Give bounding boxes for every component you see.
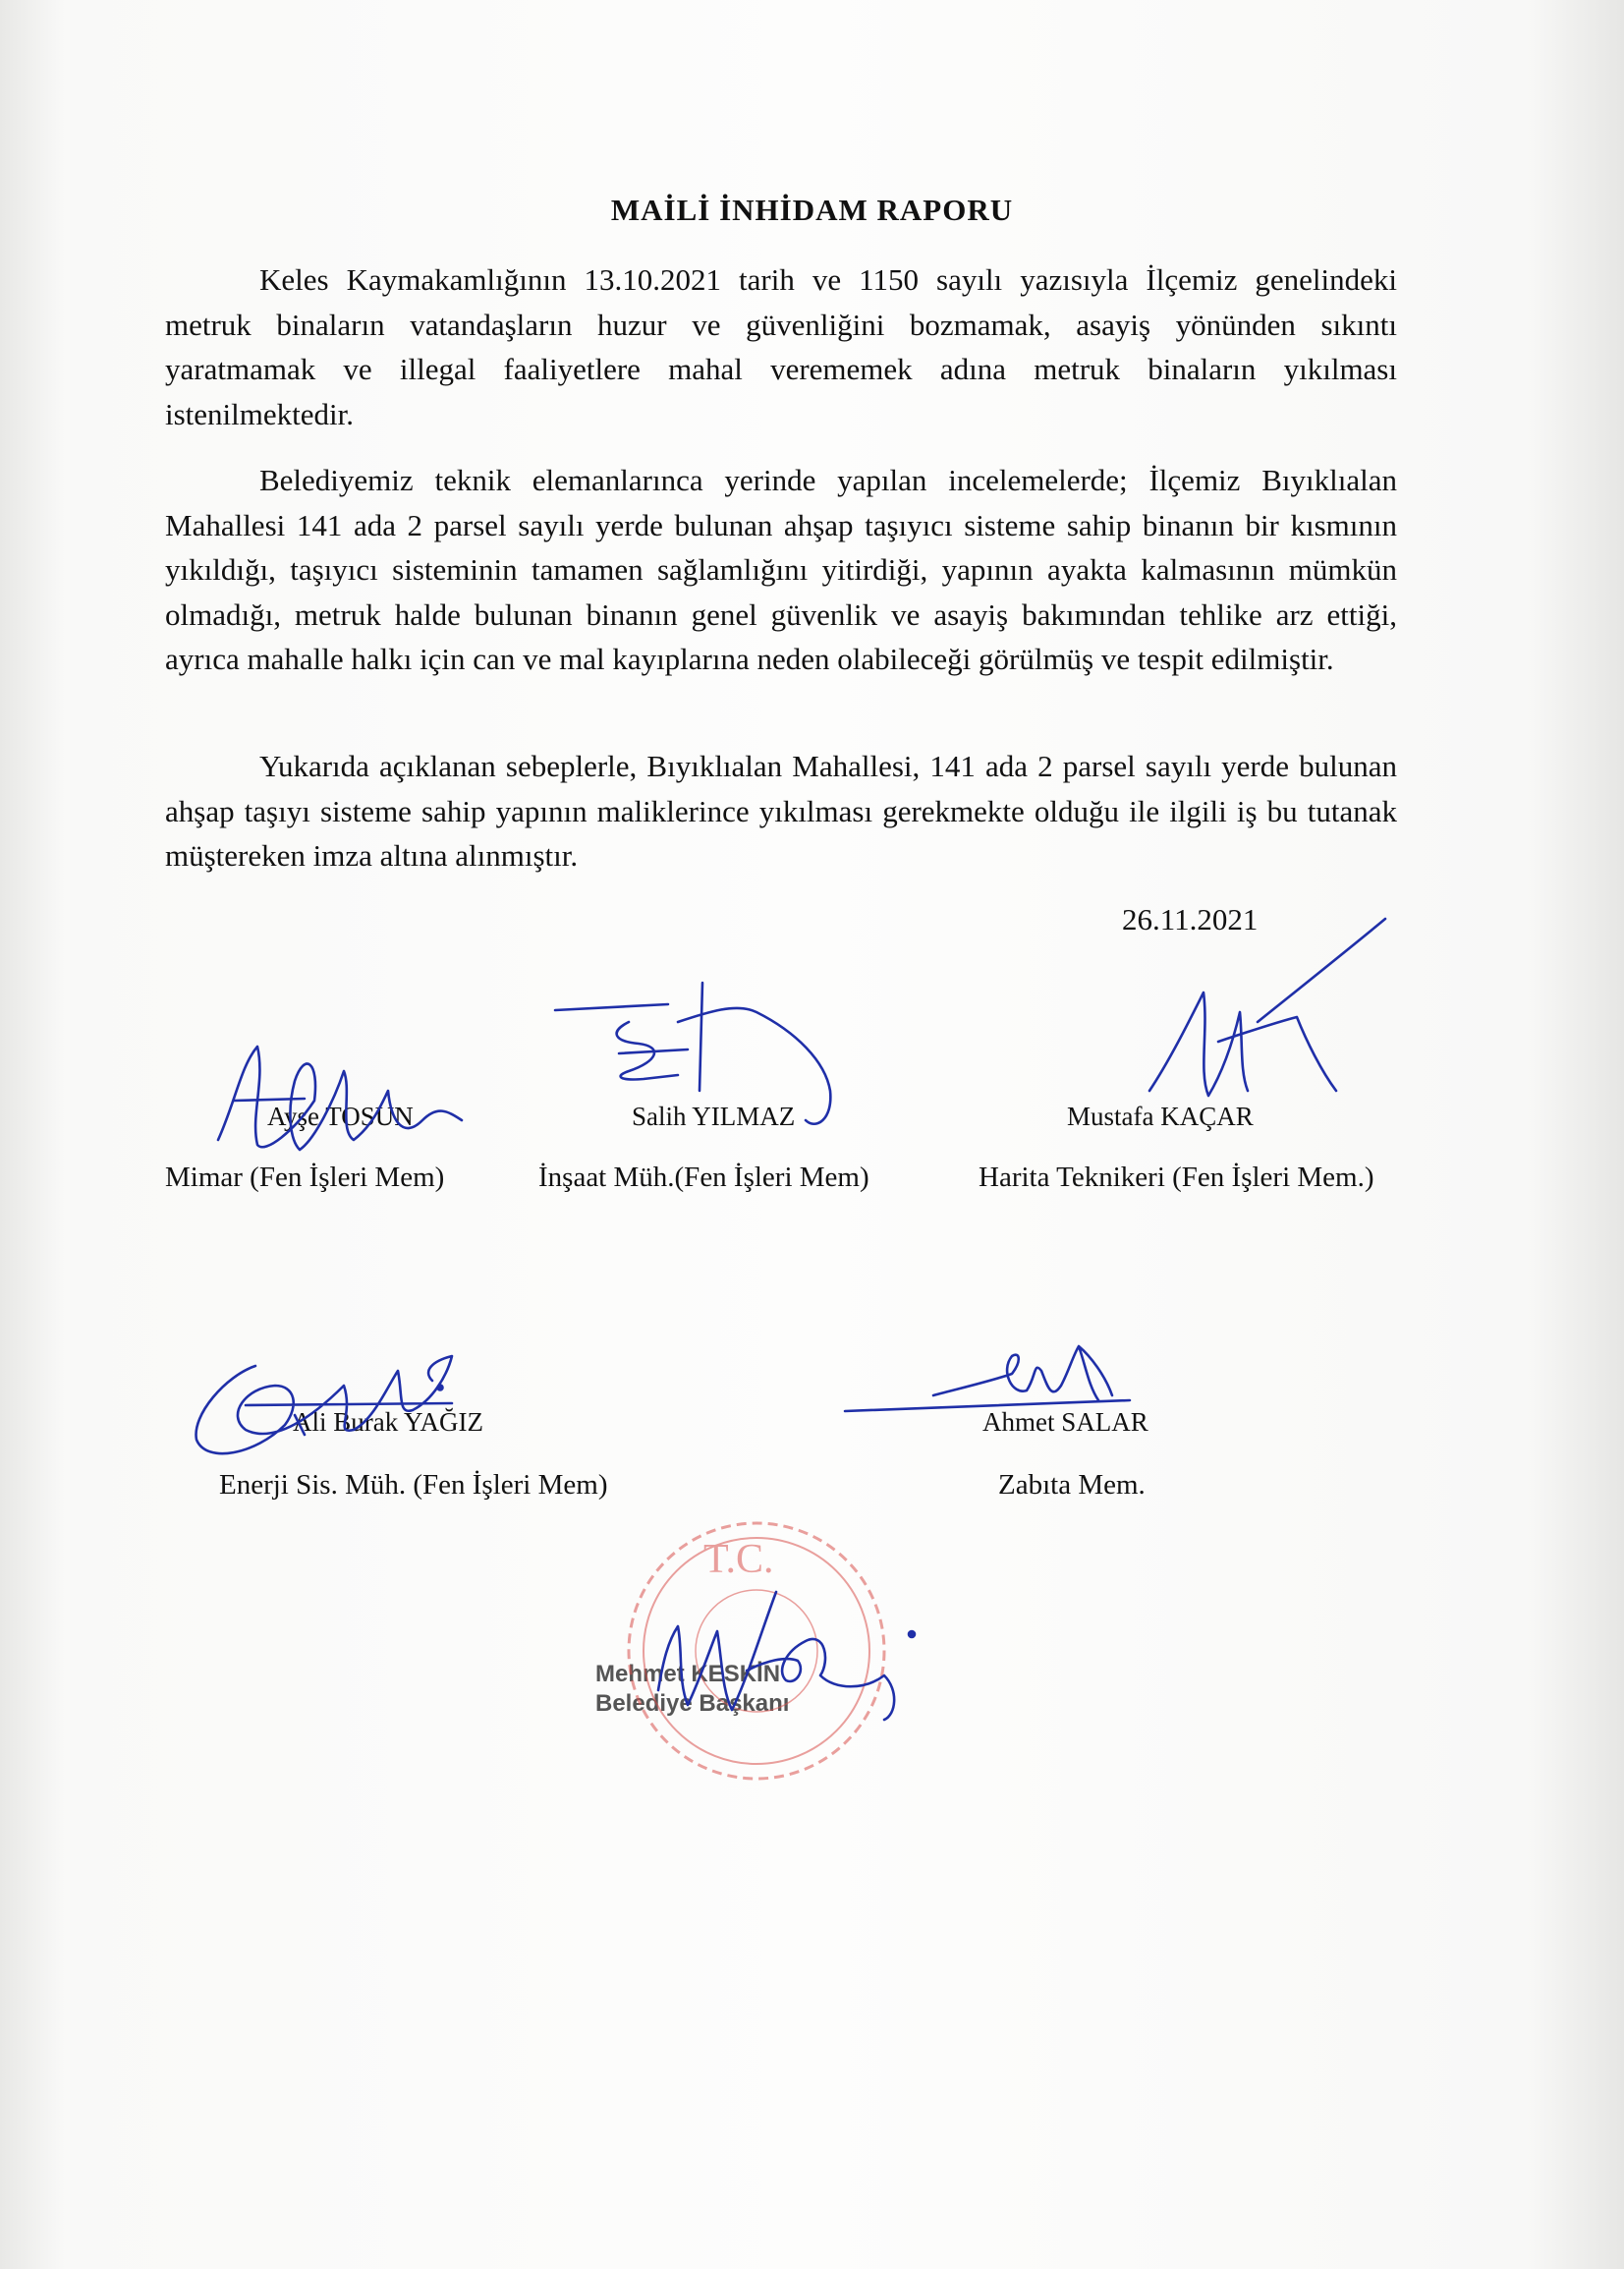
- signatory-title-1: Mimar (Fen İşleri Mem): [165, 1162, 445, 1193]
- signatory-name-1: Ayşe TOSUN: [267, 1102, 414, 1131]
- signatory-title-5: Zabıta Mem.: [998, 1469, 1146, 1501]
- paragraph-2: Belediyemiz teknik elemanlarınca yerinde yapılan incelemelerde; İlçemiz Bıyıklıalan Mahallesi 141 ada 2 parsel sayılı yerde bulunan ahşap taşıyıcı sisteme sahip binanın bir kısmının yıkıldığı, taşıyıcı sisteminin tamamen sağlamlığını yitirdiği, yapının ayakta kalmasının mümkün olmadığı, metruk halde bulunan binanın genel güvenlik ve asayiş bakımından tehlike arz ettiği, ayrıca mahalle halkı için can ve mal kayıplarına neden olabileceği görülmüş ve tespit edilmiştir.: [165, 463, 1397, 676]
- paragraph-1: Keles Kaymakamlığının 13.10.2021 tarih ve 1150 sayılı yazısıyla İlçemiz genelindeki metruk binaların vatandaşların huzur ve güvenliğini bozmamak, asayiş yönünden sıkıntı yaratmamak ve illegal faaliyetlere mahal verememek adına metruk binaların yıkılması istenilmektedir.: [165, 262, 1397, 431]
- signatory-title-4: Enerji Sis. Müh. (Fen İşleri Mem): [219, 1469, 608, 1501]
- document-date: 26.11.2021: [1122, 902, 1259, 936]
- signatory-name-5: Ahmet SALAR: [982, 1407, 1148, 1437]
- signature-5: [845, 1346, 1130, 1411]
- signatory-name-4: Ali Burak YAĞIZ: [293, 1407, 483, 1437]
- signature-4: [196, 1356, 452, 1453]
- signature-3: [1149, 919, 1385, 1096]
- mayor-title: Belediye Başkanı: [595, 1690, 790, 1717]
- signatory-title-2: İnşaat Müh.(Fen İşleri Mem): [538, 1162, 869, 1193]
- mayor-name: Mehmet KESKİN: [595, 1661, 781, 1687]
- signature-1: [218, 1047, 462, 1150]
- signatory-name-2: Salih YILMAZ: [632, 1102, 796, 1131]
- signatory-name-3: Mustafa KAÇAR: [1067, 1102, 1254, 1131]
- signatory-title-3: Harita Teknikeri (Fen İşleri Mem.): [979, 1162, 1374, 1193]
- stamp-tc-text: T.C.: [703, 1537, 774, 1582]
- paragraph-3: Yukarıda açıklanan sebeplerle, Bıyıklıalan Mahallesi, 141 ada 2 parsel sayılı yerde bulunan ahşap taşıyı sisteme sahip yapının maliklerince yıkılması gerekmekte olduğu ile ilgili iş bu tutanak müştereken imza altına alınmıştır.: [165, 749, 1397, 873]
- official-stamp: [629, 1523, 884, 1779]
- document-title: MAİLİ İNHİDAM RAPORU: [610, 193, 1014, 227]
